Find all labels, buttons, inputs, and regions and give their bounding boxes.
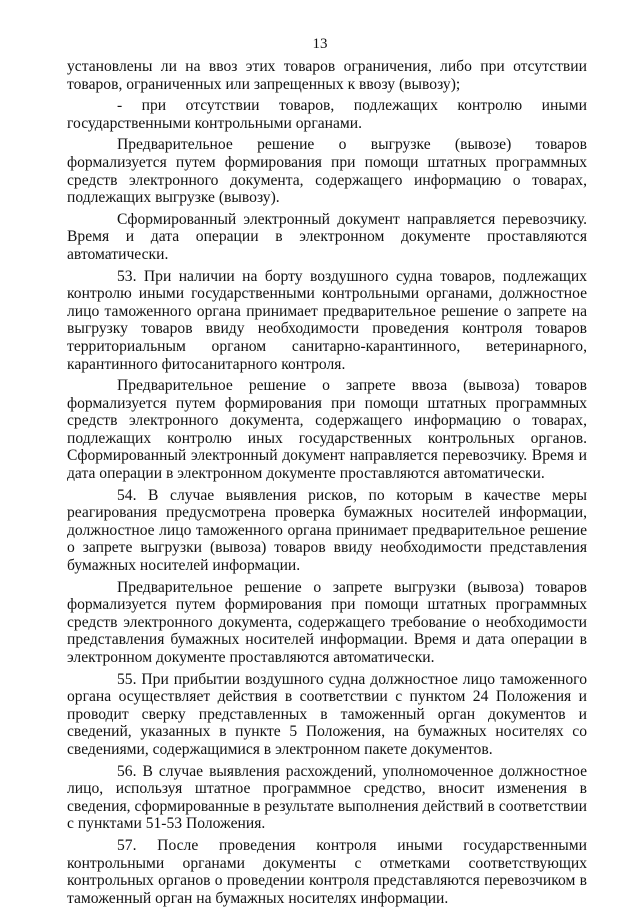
paragraph-item-54: 54. В случае выявления рисков, по которым в качестве меры реагирования предусмотрена проверка бумажных носителей информации, должностное лицо таможенного органа принимает предварительное решение о запрете выгрузки (вывоза) товаров ввиду необходимости представления бумажных носителей информации. xyxy=(67,486,587,575)
paragraph-item-55: 55. При прибытии воздушного судна должностное лицо таможенного органа осуществляет действия в соответствии с пунктом 24 Положения и проводит сверку представленных в таможенный орган документов и сведений, указанных в пункте 5 Положения, на бумажных носителях со сведениями, содержащимися в электронном пакете документов. xyxy=(67,670,587,758)
paragraph: Предварительное решение о запрете выгрузки (вывоза) товаров формализуется путем формирования при помощи штатных программных средств электронного документа, содержащего требование о необходимости представления бумажных носителей информации. Время и дата операции в электронном документе проставляются автоматически. xyxy=(67,578,587,666)
paragraph-item-57: 57. После проведения контроля иными государственными контрольными органами документы с отметками соответствующих контрольных органов о проведении контроля представляются перевозчиком в таможенный орган на бумажных носителях информации. xyxy=(67,836,587,907)
document-body xyxy=(67,58,587,911)
page-number: 13 xyxy=(312,36,328,52)
paragraph-item-53: 53. При наличии на борту воздушного судна товаров, подлежащих контролю иными государственными контрольными органами, должностное лицо таможенного органа принимает предварительное решение о запрете на выгрузку товаров ввиду необходимости проведения контроля товаров территориальным органом санитарно-карантинного, ветеринарного, карантинного фитосанитарного контроля. xyxy=(67,267,587,373)
paragraph: Предварительное решение о выгрузке (вывозе) товаров формализуется путем формирования при помощи штатных программных средств электронного документа, содержащего информацию о товарах, подлежащих выгрузке (вывозу). xyxy=(67,136,587,207)
paragraph-item-56: 56. В случае выявления расхождений, уполномоченное должностное лицо, используя штатное программное средство, вносит изменения в сведения, сформированные в результате выполнения действий в соответствии с пунктами 51-53 Положения. xyxy=(67,762,587,833)
paragraph: Предварительное решение о запрете ввоза (вывоза) товаров формализуется путем формирования при помощи штатных программных средств электронного документа, содержащего информацию о товарах, подлежащих контролю иных государственных контрольных органов. Сформированный электронный документ направляется перевозчику. Время и дата операции в электронном документе проставляются автоматически. xyxy=(67,377,587,483)
paragraph-continuation: установлены ли на ввоз этих товаров ограничения, либо при отсутствии товаров, ограниченных или запрещенных к ввозу (вывозу); xyxy=(67,58,587,93)
paragraph: Сформированный электронный документ направляется перевозчику. Время и дата операции в электронном документе проставляются автоматически. xyxy=(67,210,587,263)
paragraph-list-item: - при отсутствии товаров, подлежащих контролю иными государственными контрольными органами. xyxy=(67,97,587,132)
